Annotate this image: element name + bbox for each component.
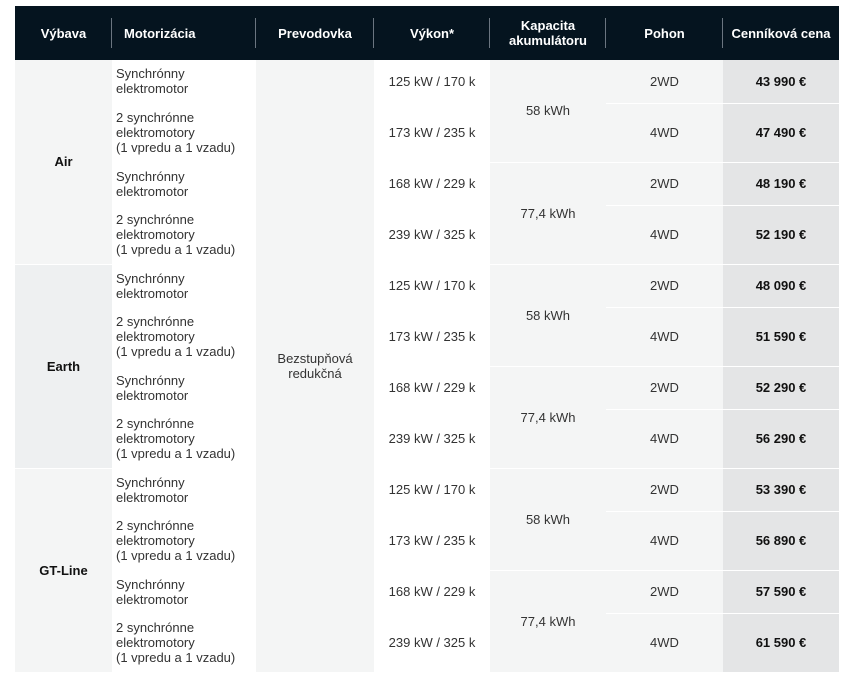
motor-line: (1 vpredu a 1 vzadu) [116,344,236,359]
motor-line: elektromotory [116,533,195,548]
battery-cell: 58 kWh [490,468,606,570]
power-cell: 239 kW / 325 k [374,613,490,672]
drive-cell: 2WD [606,264,723,307]
motor-cell [112,570,256,613]
motor-cell [112,162,256,205]
motor-line: elektromotor [116,489,189,505]
power-cell: 125 kW / 170 k [374,60,490,103]
drive-cell: 2WD [606,570,723,613]
motor-line: Synchrónny [116,168,185,184]
motor-line: elektromotor [116,285,189,301]
table-row [15,264,839,307]
motor-line: (1 vpredu a 1 vzadu) [116,548,236,563]
table-row [15,468,839,511]
motor-line: elektromotor [116,387,189,403]
battery-cell: 77,4 kWh [490,366,606,468]
table-row [15,511,839,570]
trim-cell: Earth [15,264,112,468]
drive-cell: 2WD [606,366,723,409]
motor-line: elektromotor [116,183,189,199]
power-cell: 125 kW / 170 k [374,264,490,307]
power-cell: 173 kW / 235 k [374,307,490,366]
header-battery [490,6,606,60]
battery-cell: 58 kWh [490,264,606,366]
drive-cell: 4WD [606,103,723,162]
motor-line: 2 synchrónne [116,518,195,533]
table-row [15,103,839,162]
header-gearbox: Prevodovka [256,6,374,60]
motor-cell [112,511,256,570]
drive-cell: 2WD [606,468,723,511]
header-battery-line-1: Kapacita [520,18,576,33]
motor-line: elektromotory [116,227,195,242]
drive-cell: 2WD [606,162,723,205]
header-battery-line-2: akumulátoru [508,33,587,48]
motor-line: 2 synchrónne [116,314,195,329]
header-row [15,6,839,60]
motor-cell [112,307,256,366]
motor-line: elektromotory [116,125,195,140]
table-row [15,205,839,264]
motor-line: Synchrónny [116,474,185,490]
gearbox-line: redukčná [288,365,342,381]
motor-cell [112,366,256,409]
header-trim: Výbava [15,6,112,60]
table-row [15,570,839,613]
table-row [15,366,839,409]
battery-cell: 77,4 kWh [490,162,606,264]
header-price: Cenníková cena [723,6,839,60]
power-cell: 125 kW / 170 k [374,468,490,511]
motor-line: elektromotor [116,81,189,97]
gearbox-line: Bezstupňová [277,350,353,366]
motor-line: elektromotor [116,591,189,607]
power-cell: 239 kW / 325 k [374,409,490,468]
motor-line: 2 synchrónne [116,620,195,635]
trim-cell: GT-Line [15,468,112,672]
price-cell: 47 490 € [723,103,839,162]
motor-cell [112,613,256,672]
power-cell: 168 kW / 229 k [374,162,490,205]
power-cell: 168 kW / 229 k [374,570,490,613]
header-power: Výkon* [374,6,490,60]
power-cell: 173 kW / 235 k [374,511,490,570]
motor-cell [112,205,256,264]
price-cell: 53 390 € [723,468,839,511]
power-cell: 168 kW / 229 k [374,366,490,409]
motor-line: elektromotory [116,635,195,650]
motor-cell [112,264,256,307]
price-cell: 57 590 € [723,570,839,613]
motor-line: Synchrónny [116,576,185,592]
motor-line: Synchrónny [116,372,185,388]
table-row [15,162,839,205]
header-motor: Motorizácia [112,6,256,60]
price-cell: 56 890 € [723,511,839,570]
price-cell: 48 190 € [723,162,839,205]
drive-cell: 4WD [606,409,723,468]
price-cell: 52 190 € [723,205,839,264]
price-cell: 51 590 € [723,307,839,366]
price-cell: 43 990 € [723,60,839,103]
price-cell: 61 590 € [723,613,839,672]
table-row [15,409,839,468]
battery-cell: 58 kWh [490,60,606,162]
table-row [15,613,839,672]
motor-cell [112,60,256,103]
drive-cell: 2WD [606,60,723,103]
drive-cell: 4WD [606,205,723,264]
drive-cell: 4WD [606,511,723,570]
motor-line: elektromotory [116,329,195,344]
motor-cell [112,409,256,468]
motor-line: (1 vpredu a 1 vzadu) [116,140,236,155]
table-body [15,60,839,672]
motor-line: (1 vpredu a 1 vzadu) [116,650,236,665]
motor-cell [112,103,256,162]
trim-cell: Air [15,60,112,264]
drive-cell: 4WD [606,613,723,672]
motor-line: 2 synchrónne [116,416,195,431]
battery-cell: 77,4 kWh [490,570,606,672]
drive-cell: 4WD [606,307,723,366]
motor-line: Synchrónny [116,270,185,286]
motor-cell [112,468,256,511]
price-cell: 56 290 € [723,409,839,468]
motor-line: Synchrónny [116,66,185,82]
price-cell: 52 290 € [723,366,839,409]
motor-line: 2 synchrónne [116,212,195,227]
power-cell: 173 kW / 235 k [374,103,490,162]
price-cell: 48 090 € [723,264,839,307]
motor-line: elektromotory [116,431,195,446]
price-table [15,6,839,673]
motor-line: 2 synchrónne [116,110,195,125]
motor-line: (1 vpredu a 1 vzadu) [116,242,236,257]
table-row [15,307,839,366]
power-cell: 239 kW / 325 k [374,205,490,264]
gearbox-cell [256,60,374,672]
motor-line: (1 vpredu a 1 vzadu) [116,446,236,461]
table-row [15,60,839,103]
header-drive: Pohon [606,6,723,60]
